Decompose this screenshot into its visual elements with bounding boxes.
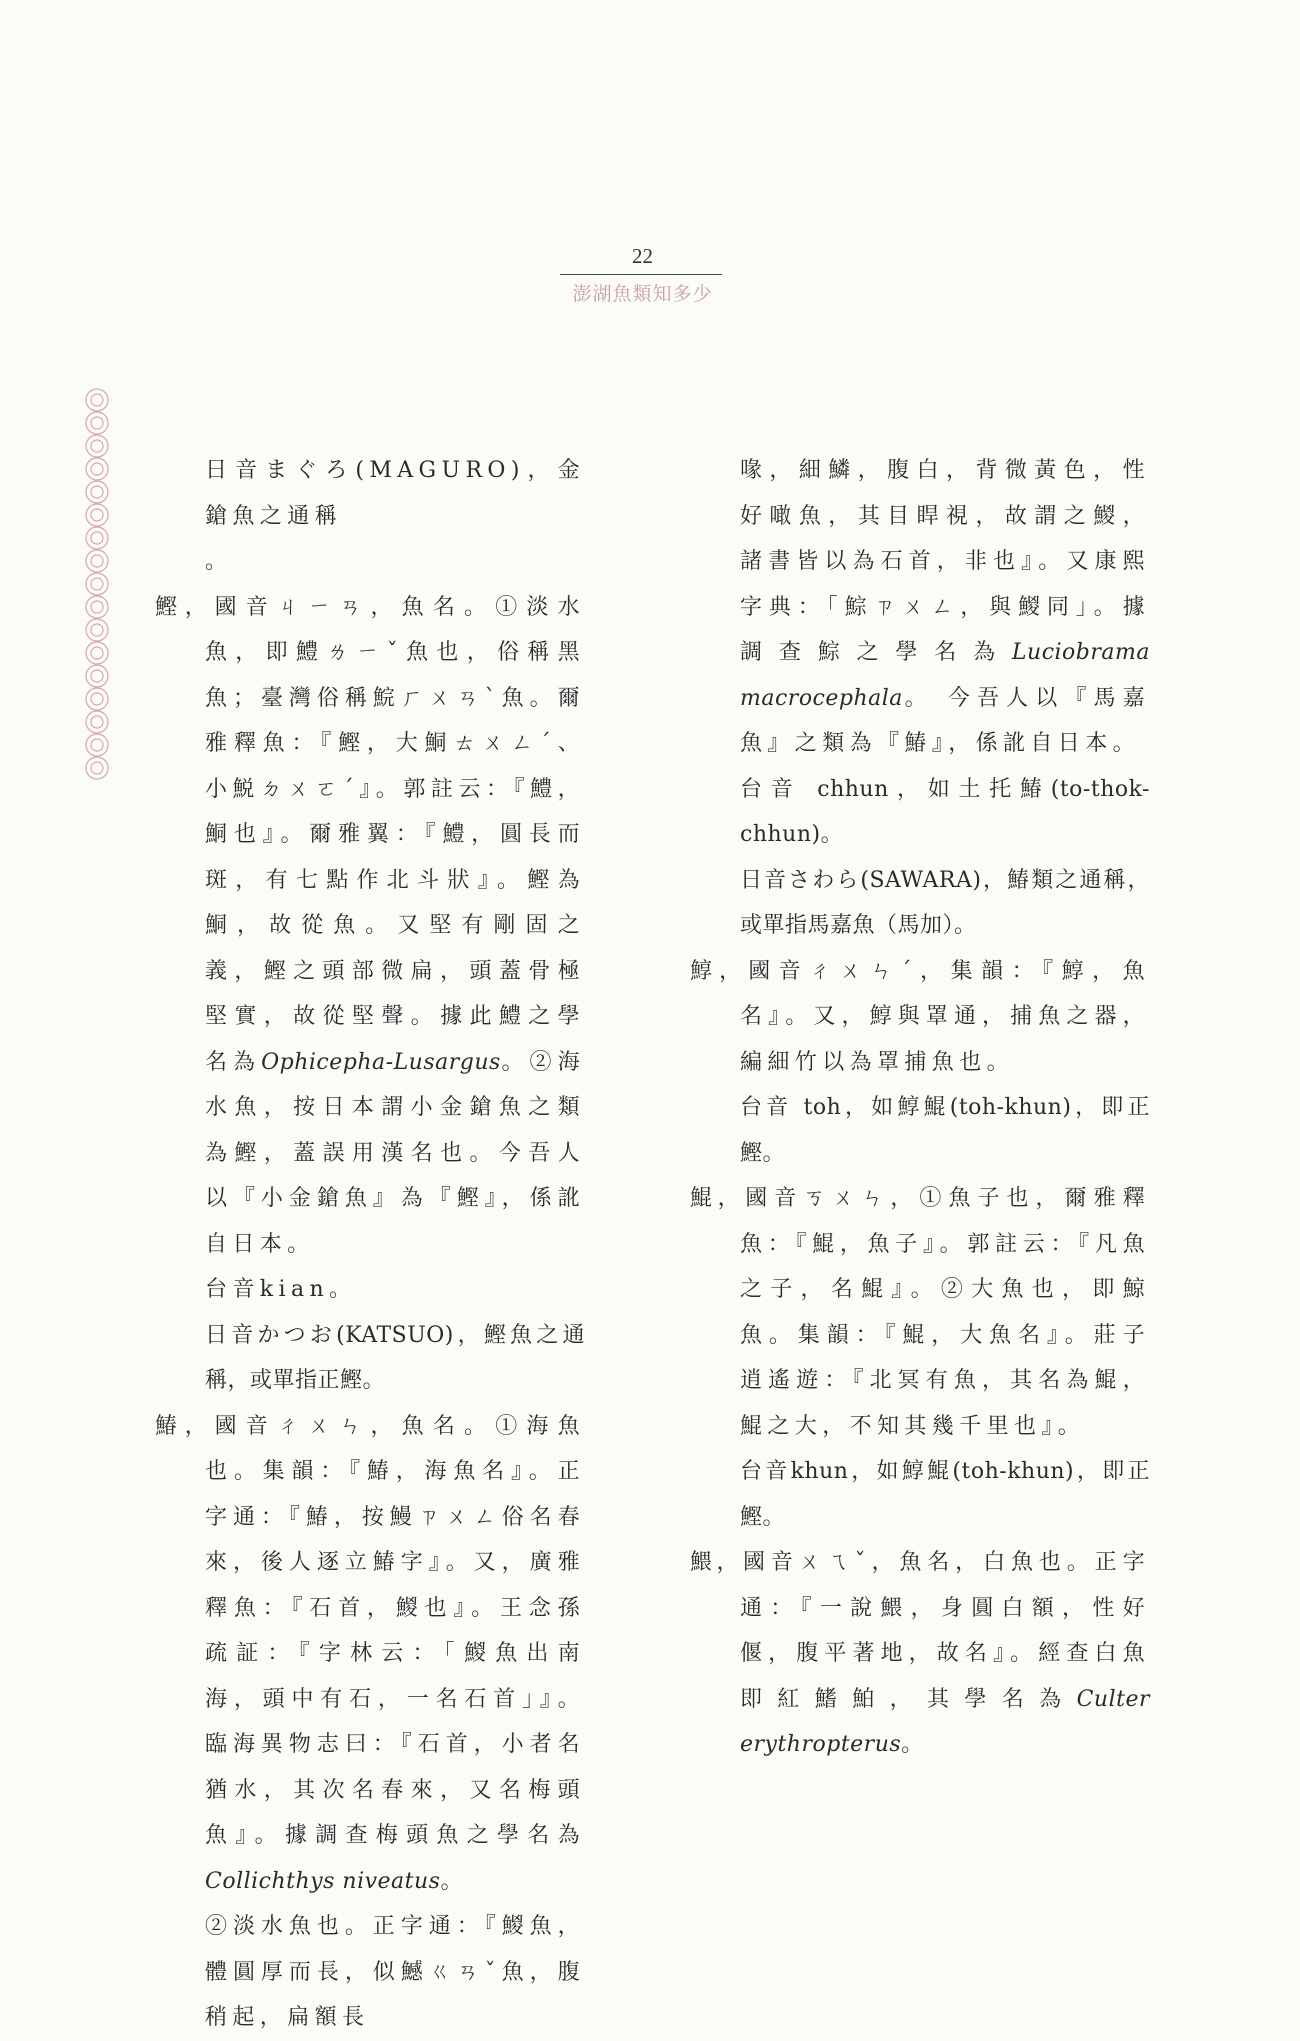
entry-headword: 鰹，: [155, 594, 215, 620]
ornament-rosette-inner: [91, 624, 103, 636]
ornament-rosette: [86, 619, 108, 641]
ornament-rosette-inner: [91, 555, 103, 567]
ornament-rosette: [86, 688, 108, 710]
ornament-rosette-inner: [91, 739, 103, 751]
paragraph-kian-reading: 台音kian。: [205, 1277, 357, 1302]
scientific-name: Culter erythropterus: [740, 1686, 1150, 1757]
entry-headword: 鰆，: [155, 1413, 215, 1439]
left-column: [155, 448, 585, 2041]
ornament-rosette: [86, 665, 108, 687]
decorative-border-ornament: [80, 388, 114, 788]
ornament-rosette-inner: [91, 486, 103, 498]
ornament-rosette: [86, 435, 108, 457]
entry-wei: 鰃，國音ㄨㄟˇ，魚名，白魚也。正字通：『一說鰃，身圓白額，性好偃，腹平著地，故名』。經查白魚即紅鰭鮊，其學名為Culter erythropterus。: [690, 1550, 1150, 1757]
paragraph-toh-reading: 台音 toh，如鯙鯤(toh-khun)，即正鰹。: [740, 1095, 1150, 1166]
ornament-rosette: [86, 596, 108, 618]
ornament-rosette: [86, 734, 108, 756]
ornament-rosette: [86, 412, 108, 434]
entry-headword: 鰃，: [690, 1550, 743, 1575]
entry-chhun: 鰆，國音ㄔㄨㄣ，魚名。①海魚也。集韻：『鰆，海魚名』。正字通：『鰆，按鰻ㄗㄨㄥ俗名春來，後人逐立鰆字』。又，廣雅釋魚：『石首，鯼也』。王念孫疏証：『字林云：「鯼魚出南海，頭中有石，一名石首」』。臨海異物志曰：『石首，小者名猶水，其次名春來，又名梅頭魚』。據調查梅頭魚之學名為Collichthys niveatus。: [155, 1413, 585, 1894]
paragraph-zong-continued: 喙，細鱗，腹白，背微黃色，性好噉魚，其目睅視，故謂之鯼，諸書皆以為石首，非也』。又康熙字典：「鯮ㄗㄨㄥ，與鯼同」。據調查鯮之學名為Luciobrama macrocephala。 今吾人以『馬嘉魚』之類為『鰆』，係訛自日本。: [740, 458, 1150, 756]
entry-headword: 鯤，: [690, 1186, 746, 1211]
page-number: 22: [632, 244, 653, 268]
entry-toh: 鯙，國音ㄔㄨㄣˊ，集韻：『鯙，魚名』。又，鯙與罩通，捕魚之器，編細竹以為罩捕魚也。: [690, 958, 1150, 1075]
ornament-rosette-inner: [91, 417, 103, 429]
right-column: [690, 448, 1150, 1768]
entry-kian: 鰹，國音ㄐㄧㄢ，魚名。①淡水魚，即鱧ㄌㄧˇ魚也，俗稱黑魚；臺灣俗稱鯇ㄏㄨㄢˋ魚。爾雅釋魚：『鰹，大鮦ㄊㄨㄥˊ、小鮵ㄉㄨㄛˊ』。郭註云：『鱧，鮦也』。爾雅翼：『鱧，圓長而斑，有七點作北斗狀』。鰹為鮦，故從魚。又堅有剛固之義，鰹之頭部微扁，頭蓋骨極堅實，故從堅聲。據此鱧之學名為Ophicepha-Lusargus。②海水魚，按日本謂小金鎗魚之類為鰹，蓋誤用漢名也。今吾人以『小金鎗魚』為『鰹』，係訛自日本。: [155, 594, 585, 1257]
ornament-rosette-inner: [91, 601, 103, 613]
paragraph-khun-reading: 台音khun，如鯙鯤(toh-khun)，即正鰹。: [740, 1459, 1150, 1530]
scientific-name: Luciobrama macrocephala: [740, 640, 1150, 711]
ornament-rosette: [86, 389, 108, 411]
paragraph-chhun-reading: 台音 chhun，如土托鰆(to-thok-chhun)。: [740, 776, 1150, 847]
ornament-rosette-inner: [91, 509, 103, 521]
ornament-rosette-inner: [91, 463, 103, 475]
ornament-rosette: [86, 642, 108, 664]
scientific-name: Collichthys niveatus: [205, 1868, 441, 1894]
ornament-rosette-inner: [91, 762, 103, 774]
ornament-rosette-inner: [91, 716, 103, 728]
ornament-rosette-inner: [91, 440, 103, 452]
ornament-rosette: [86, 757, 108, 779]
ornament-rosette-inner: [91, 578, 103, 590]
ornament-rosette-inner: [91, 394, 103, 406]
ornament-rosette: [86, 527, 108, 549]
ornament-rosette-inner: [91, 532, 103, 544]
paragraph-maguro: 日音まぐろ(MAGURO)，金鎗魚之通稱 。: [205, 458, 585, 574]
ornament-rosette: [86, 504, 108, 526]
ornament-rosette: [86, 550, 108, 572]
running-title: 澎湖魚類知多少: [572, 283, 713, 305]
scientific-name: Ophicepha-Lusargus: [261, 1049, 501, 1075]
ornament-rosette-inner: [91, 670, 103, 682]
entry-khun: 鯤，國音ㄎㄨㄣ，①魚子也，爾雅釋魚：『鯤，魚子』。郭註云：『凡魚之子，名鯤』。②大魚也，即鯨魚。集韻：『鯤，大魚名』。莊子逍遙遊：『北冥有魚，其名為鯤，鯤之大，不知其幾千里也』。: [690, 1186, 1150, 1439]
paragraph-katsuo: 日音かつお(KATSUO)，鰹魚之通稱，或單指正鰹。: [205, 1322, 585, 1393]
entry-headword: 鯙，: [690, 958, 749, 984]
paragraph-zong-fish: ②淡水魚也。正字通：『鯼魚，體圓厚而長，似鱤ㄍㄢˇ魚，腹稍起，扁額長: [205, 1914, 585, 2030]
ornament-rosette: [86, 711, 108, 733]
ornament-rosette-inner: [91, 693, 103, 705]
ornament-rosette: [86, 458, 108, 480]
ornament-rosette: [86, 573, 108, 595]
ornament-rosette-inner: [91, 647, 103, 659]
paragraph-sawara: 日音さわら(SAWARA)，鰆類之通稱，或單指馬嘉魚（馬加）。: [740, 867, 1150, 938]
ornament-rosette: [86, 481, 108, 503]
header-rule: [560, 274, 722, 275]
